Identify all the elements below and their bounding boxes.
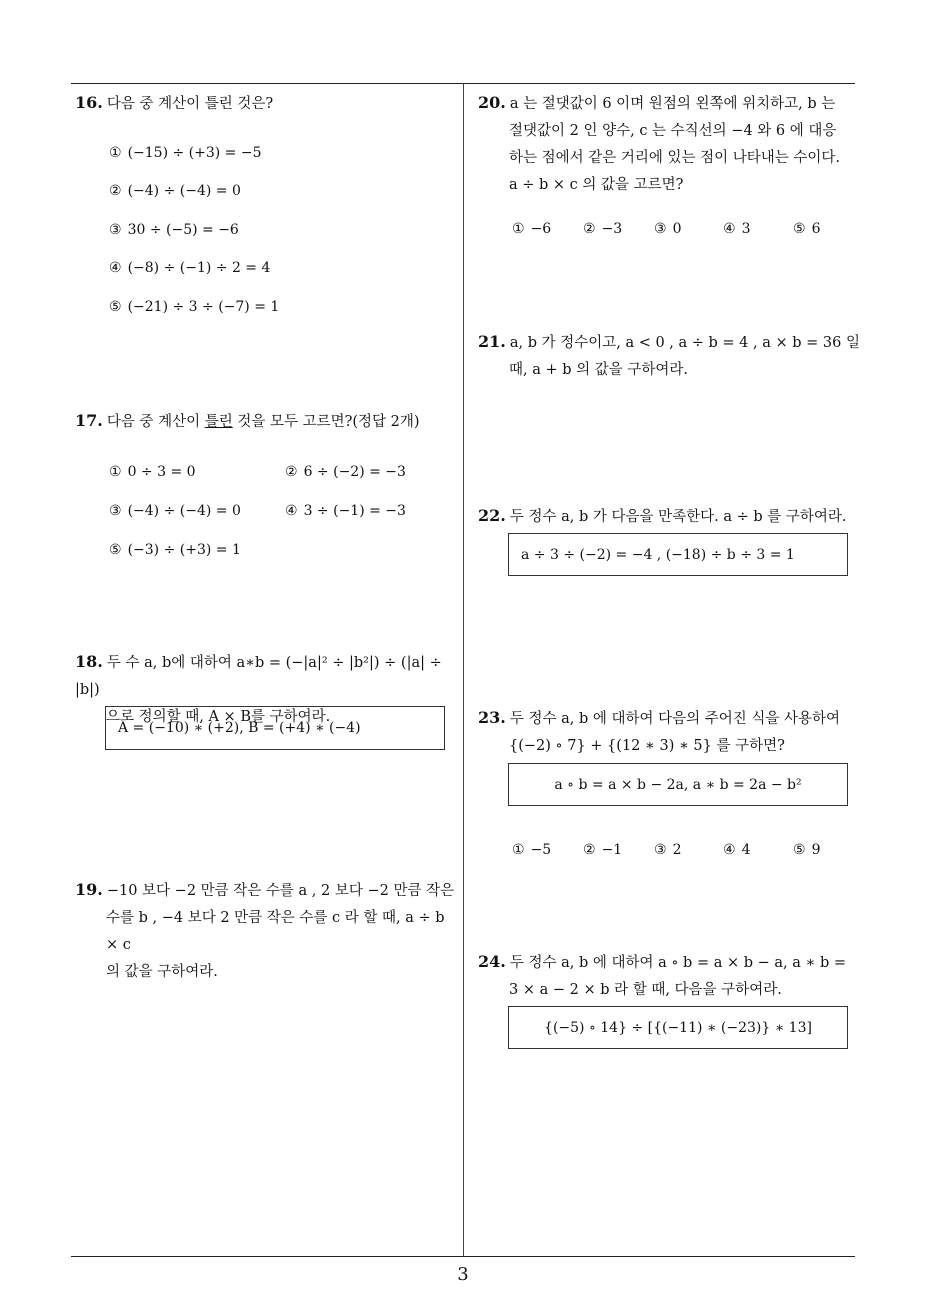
given-box	[508, 1006, 848, 1049]
question-22	[478, 502, 863, 531]
question-stem-cont: 하는 점에서 같은 거리에 있는 점이 나타내는 수이다.	[509, 150, 841, 166]
page-number: 3	[457, 1264, 469, 1285]
option-text: 0	[672, 221, 682, 237]
option-5[interactable]	[109, 540, 241, 560]
given-expression: A = (−10) ∗ (+2), B = (+4) ∗ (−4)	[118, 720, 361, 736]
option-marker: ④	[723, 221, 736, 237]
question-stem: −10 보다 −2 만큼 작은 수를 a , 2 보다 −2 만큼 작은	[106, 883, 455, 899]
option-text: 9	[811, 842, 821, 858]
given-box	[508, 533, 848, 576]
option-marker: ②	[583, 221, 596, 237]
option-2[interactable]	[109, 181, 241, 201]
question-stem: 다음 중 계산이 틀린 것은?	[106, 96, 274, 112]
question-number: 20.	[478, 93, 506, 112]
option-1[interactable]	[512, 840, 551, 860]
option-text: (−21) ÷ 3 ÷ (−7) = 1	[127, 299, 280, 315]
option-5[interactable]	[793, 219, 820, 239]
option-text: −1	[601, 842, 623, 858]
option-marker: ②	[583, 842, 596, 858]
question-stem: a 는 절댓값이 6 이며 원점의 왼쪽에 위치하고, b 는	[509, 96, 836, 112]
question-stem: 두 정수 a, b 에 대하여 다음의 주어진 식을 사용하여	[509, 711, 840, 727]
question-stem: 두 정수 a, b 에 대하여 a ∘ b = a × b − a, a ∗ b =	[509, 955, 846, 971]
option-marker: ⑤	[109, 542, 122, 558]
option-4[interactable]	[109, 258, 270, 278]
question-number: 18.	[75, 652, 103, 671]
option-text: 6 ÷ (−2) = −3	[303, 464, 406, 480]
option-text: (−3) ÷ (+3) = 1	[127, 542, 241, 558]
question-stem-rest: 것을 모두 고르면?(정답 2개)	[232, 414, 420, 430]
given-box	[105, 706, 445, 750]
option-text: 3	[741, 221, 751, 237]
option-1[interactable]	[109, 462, 196, 482]
option-text: 0 ÷ 3 = 0	[127, 464, 196, 480]
given-box	[508, 763, 848, 806]
question-number: 22.	[478, 506, 506, 525]
question-number: 21.	[478, 332, 506, 351]
option-3[interactable]	[109, 501, 241, 521]
question-23	[478, 704, 863, 760]
option-3[interactable]	[109, 220, 239, 240]
question-stem: 두 정수 a, b 가 다음을 만족한다. a ÷ b 를 구하여라.	[509, 509, 847, 525]
option-marker: ④	[285, 503, 298, 519]
option-marker: ③	[109, 222, 122, 238]
question-number: 23.	[478, 708, 506, 727]
question-stem: a, b 가 정수이고, a < 0 , a ÷ b = 4 , a × b = 36 일	[509, 335, 860, 351]
given-expression: {(−5) ∘ 14} ÷ [{(−11) ∗ (−23)} ∗ 13]	[544, 1019, 812, 1036]
option-marker: ⑤	[793, 221, 806, 237]
option-marker: ⑤	[793, 842, 806, 858]
option-text: −3	[601, 221, 623, 237]
question-stem-cont: 으로 정의할 때, A × B를 구하여라.	[106, 709, 331, 725]
bottom-rule	[71, 1256, 855, 1257]
option-4[interactable]	[723, 219, 750, 239]
column-divider	[463, 83, 464, 1256]
option-marker: ④	[723, 842, 736, 858]
question-stem-cont: 의 값을 구하여라.	[106, 964, 218, 980]
option-5[interactable]	[109, 297, 279, 317]
option-2[interactable]	[285, 462, 406, 482]
option-1[interactable]	[512, 219, 551, 239]
option-marker: ③	[109, 503, 122, 519]
question-number: 16.	[75, 93, 103, 112]
question-21	[478, 328, 863, 384]
option-marker: ⑤	[109, 299, 122, 315]
question-stem: 두 수 a, b에 대하여 a∗b = (−|a|² ÷ |b²|) ÷ (|a| ÷ |b|)	[75, 655, 442, 698]
underlined-word: 틀린	[204, 414, 233, 430]
question-stem-cont: a ÷ b × c 의 값을 고르면?	[509, 177, 684, 193]
option-3[interactable]	[654, 840, 681, 860]
question-stem-cont: 때, a + b 의 값을 구하여라.	[509, 362, 689, 378]
question-24	[478, 948, 863, 1004]
option-2[interactable]	[583, 219, 622, 239]
question-17	[75, 407, 455, 436]
question-number: 19.	[75, 880, 103, 899]
option-text: 30 ÷ (−5) = −6	[127, 222, 239, 238]
option-marker: ②	[109, 183, 122, 199]
option-marker: ②	[285, 464, 298, 480]
given-expression: a ÷ 3 ÷ (−2) = −4 , (−18) ÷ b ÷ 3 = 1	[521, 546, 795, 563]
question-stem-cont: 3 × a − 2 × b 라 할 때, 다음을 구하여라.	[509, 982, 782, 998]
option-3[interactable]	[654, 219, 681, 239]
question-stem-cont: 수를 b , −4 보다 2 만큼 작은 수를 c 라 할 때, a ÷ b × c	[106, 910, 445, 953]
option-marker: ③	[654, 221, 667, 237]
option-2[interactable]	[583, 840, 622, 860]
option-marker: ①	[109, 464, 122, 480]
option-marker: ①	[512, 221, 525, 237]
question-20	[478, 89, 863, 199]
option-text: (−15) ÷ (+3) = −5	[127, 145, 262, 161]
question-stem: 다음 중 계산이	[106, 414, 205, 430]
option-4[interactable]	[285, 501, 406, 521]
option-5[interactable]	[793, 840, 820, 860]
question-number: 17.	[75, 411, 103, 430]
question-16	[75, 89, 455, 118]
option-marker: ①	[109, 145, 122, 161]
option-text: (−8) ÷ (−1) ÷ 2 = 4	[127, 260, 271, 276]
given-expression: a ∘ b = a × b − 2a, a ∗ b = 2a − b²	[554, 776, 802, 793]
option-text: (−4) ÷ (−4) = 0	[127, 183, 241, 199]
question-stem-cont: {(−2) ∘ 7} + {(12 ∗ 3) ∗ 5} 를 구하면?	[509, 738, 785, 754]
option-text: −5	[530, 842, 552, 858]
option-text: 2	[672, 842, 682, 858]
option-4[interactable]	[723, 840, 750, 860]
option-1[interactable]	[109, 143, 262, 163]
option-marker: ③	[654, 842, 667, 858]
option-marker: ①	[512, 842, 525, 858]
option-text: 4	[741, 842, 751, 858]
option-text: 3 ÷ (−1) = −3	[303, 503, 406, 519]
question-19	[75, 876, 460, 986]
option-text: 6	[811, 221, 821, 237]
question-stem-cont: 절댓값이 2 인 양수, c 는 수직선의 −4 와 6 에 대응	[509, 123, 837, 139]
option-text: (−4) ÷ (−4) = 0	[127, 503, 241, 519]
option-marker: ④	[109, 260, 122, 276]
option-text: −6	[530, 221, 552, 237]
question-number: 24.	[478, 952, 506, 971]
